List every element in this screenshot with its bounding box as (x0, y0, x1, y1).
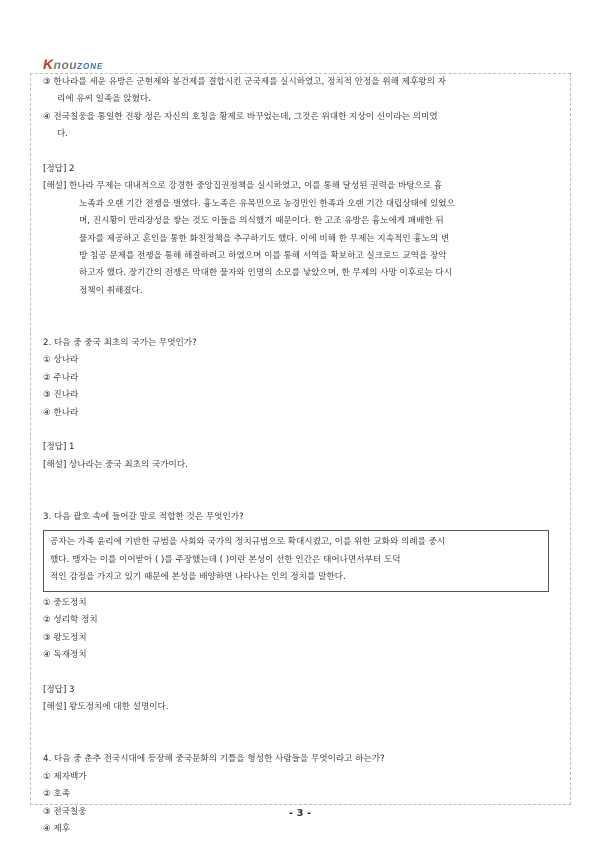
q4-option-2: ② 호족 (43, 789, 71, 800)
page-content (43, 74, 563, 838)
prev-explanation-line-5: 방 침공 문제를 전쟁을 통해 해결하려고 하였으며 이를 통해 서역을 확보하고 실크로드 교역을 장악 (79, 251, 447, 262)
q3-answer: [정답] 3 (43, 684, 75, 695)
q4-option-4: ④ 제후 (43, 823, 71, 834)
prev-explanation-line-1: [해설] 한나라 무제는 대내적으로 강경한 중앙집권정책을 실시하였고, 이를 통해 달성된 권력을 바탕으로 흉 (43, 181, 443, 192)
prev-answer: [정답] 2 (43, 164, 75, 175)
question-3: 3. 다음 괄호 속에 들어갈 말로 적합한 것은 무엇인가? (43, 512, 244, 523)
prev-explanation-line-3: 며, 진시황이 만리장성을 쌓는 것도 이들을 의식했기 때문이다. 한 고조 유방은 흉노에게 패배한 뒤 (79, 216, 444, 227)
prev-option-3-line-1: ③ 한나라를 세운 유방은 군현제와 봉건제를 결합시킨 군국제를 실시하였고, 정치적 안정을 위해 제후왕의 자 (43, 77, 446, 87)
q3-passage-line-1: 공자는 가족 윤리에 기반한 규범을 사회와 국가의 정치규범으로 확대시켰고, 이를 위한 교화와 의례를 중시 (50, 537, 446, 548)
prev-explanation-line-6: 하고자 했다. 장기간의 전쟁은 막대한 물자와 인명의 소모를 낳았으며, 한 무제의 사망 이후로는 다시 (79, 268, 453, 279)
q2-explanation: [해설] 상나라는 중국 최초의 국가이다. (43, 459, 188, 470)
q3-passage-line-3: 적인 감정을 가지고 있기 때문에 본성을 배양하면 나타나는 인의 정치를 말한다. (50, 572, 346, 583)
prev-explanation-line-4: 물자를 제공하고 혼인을 통한 화친정책을 추구하기도 했다. 이에 비해 한 무제는 지속적인 흉노의 변 (79, 233, 450, 244)
page-number: - 3 - (288, 808, 312, 819)
prev-option-4-line-2: 다. (57, 129, 69, 140)
q3-passage-box (43, 530, 549, 591)
q2-option-3: ③ 진나라 (43, 390, 79, 401)
prev-explanation-line-2: 노족과 오랜 기간 전쟁을 벌였다. 흉노족은 유목민으로 농경민인 한족과 오랜 기간 대립상태에 있었으 (79, 198, 455, 209)
q2-option-4: ④ 한나라 (43, 407, 79, 418)
q4-option-1: ① 제자백가 (43, 771, 87, 782)
q2-answer: [정답] 1 (43, 442, 75, 453)
q3-option-1: ① 중도정치 (43, 597, 87, 608)
question-4: 4. 다음 중 춘추 전국시대에 등장해 중국문화의 기틀을 형성한 사람들을 무엇이라고 하는가? (43, 754, 385, 765)
q3-explanation: [해설] 왕도정치에 대한 설명이다. (43, 702, 169, 713)
prev-explanation-line-7: 정책이 취해졌다. (79, 285, 143, 296)
q2-option-1: ① 상나라 (43, 355, 79, 366)
q3-passage-line-2: 했다. 맹자는 이를 이어받아 ( )를 주장했는데 ( )이란 본성이 선한 인간은 태어나면서부터 도덕 (50, 554, 401, 565)
prev-option-4-line-1: ④ 전국칠웅을 통일한 진왕 정은 자신의 호칭을 황제로 바꾸었는데, 그것은 위대한 지상이 신이라는 의미였 (43, 111, 438, 122)
knouzone-logo: KnouZONE (43, 56, 104, 72)
q2-option-2: ② 주나라 (43, 372, 79, 383)
q3-option-2: ② 성리학 정치 (43, 615, 98, 626)
prev-option-3-line-2: 리에 유씨 일족을 앉혔다. (57, 94, 151, 105)
question-2: 2. 다음 중 중국 최초의 국가는 무엇인가? (43, 338, 197, 349)
q3-option-4: ④ 독재정치 (43, 649, 87, 660)
q4-option-3: ③ 전국칠웅 (43, 806, 87, 817)
q3-option-3: ③ 왕도정치 (43, 632, 87, 643)
